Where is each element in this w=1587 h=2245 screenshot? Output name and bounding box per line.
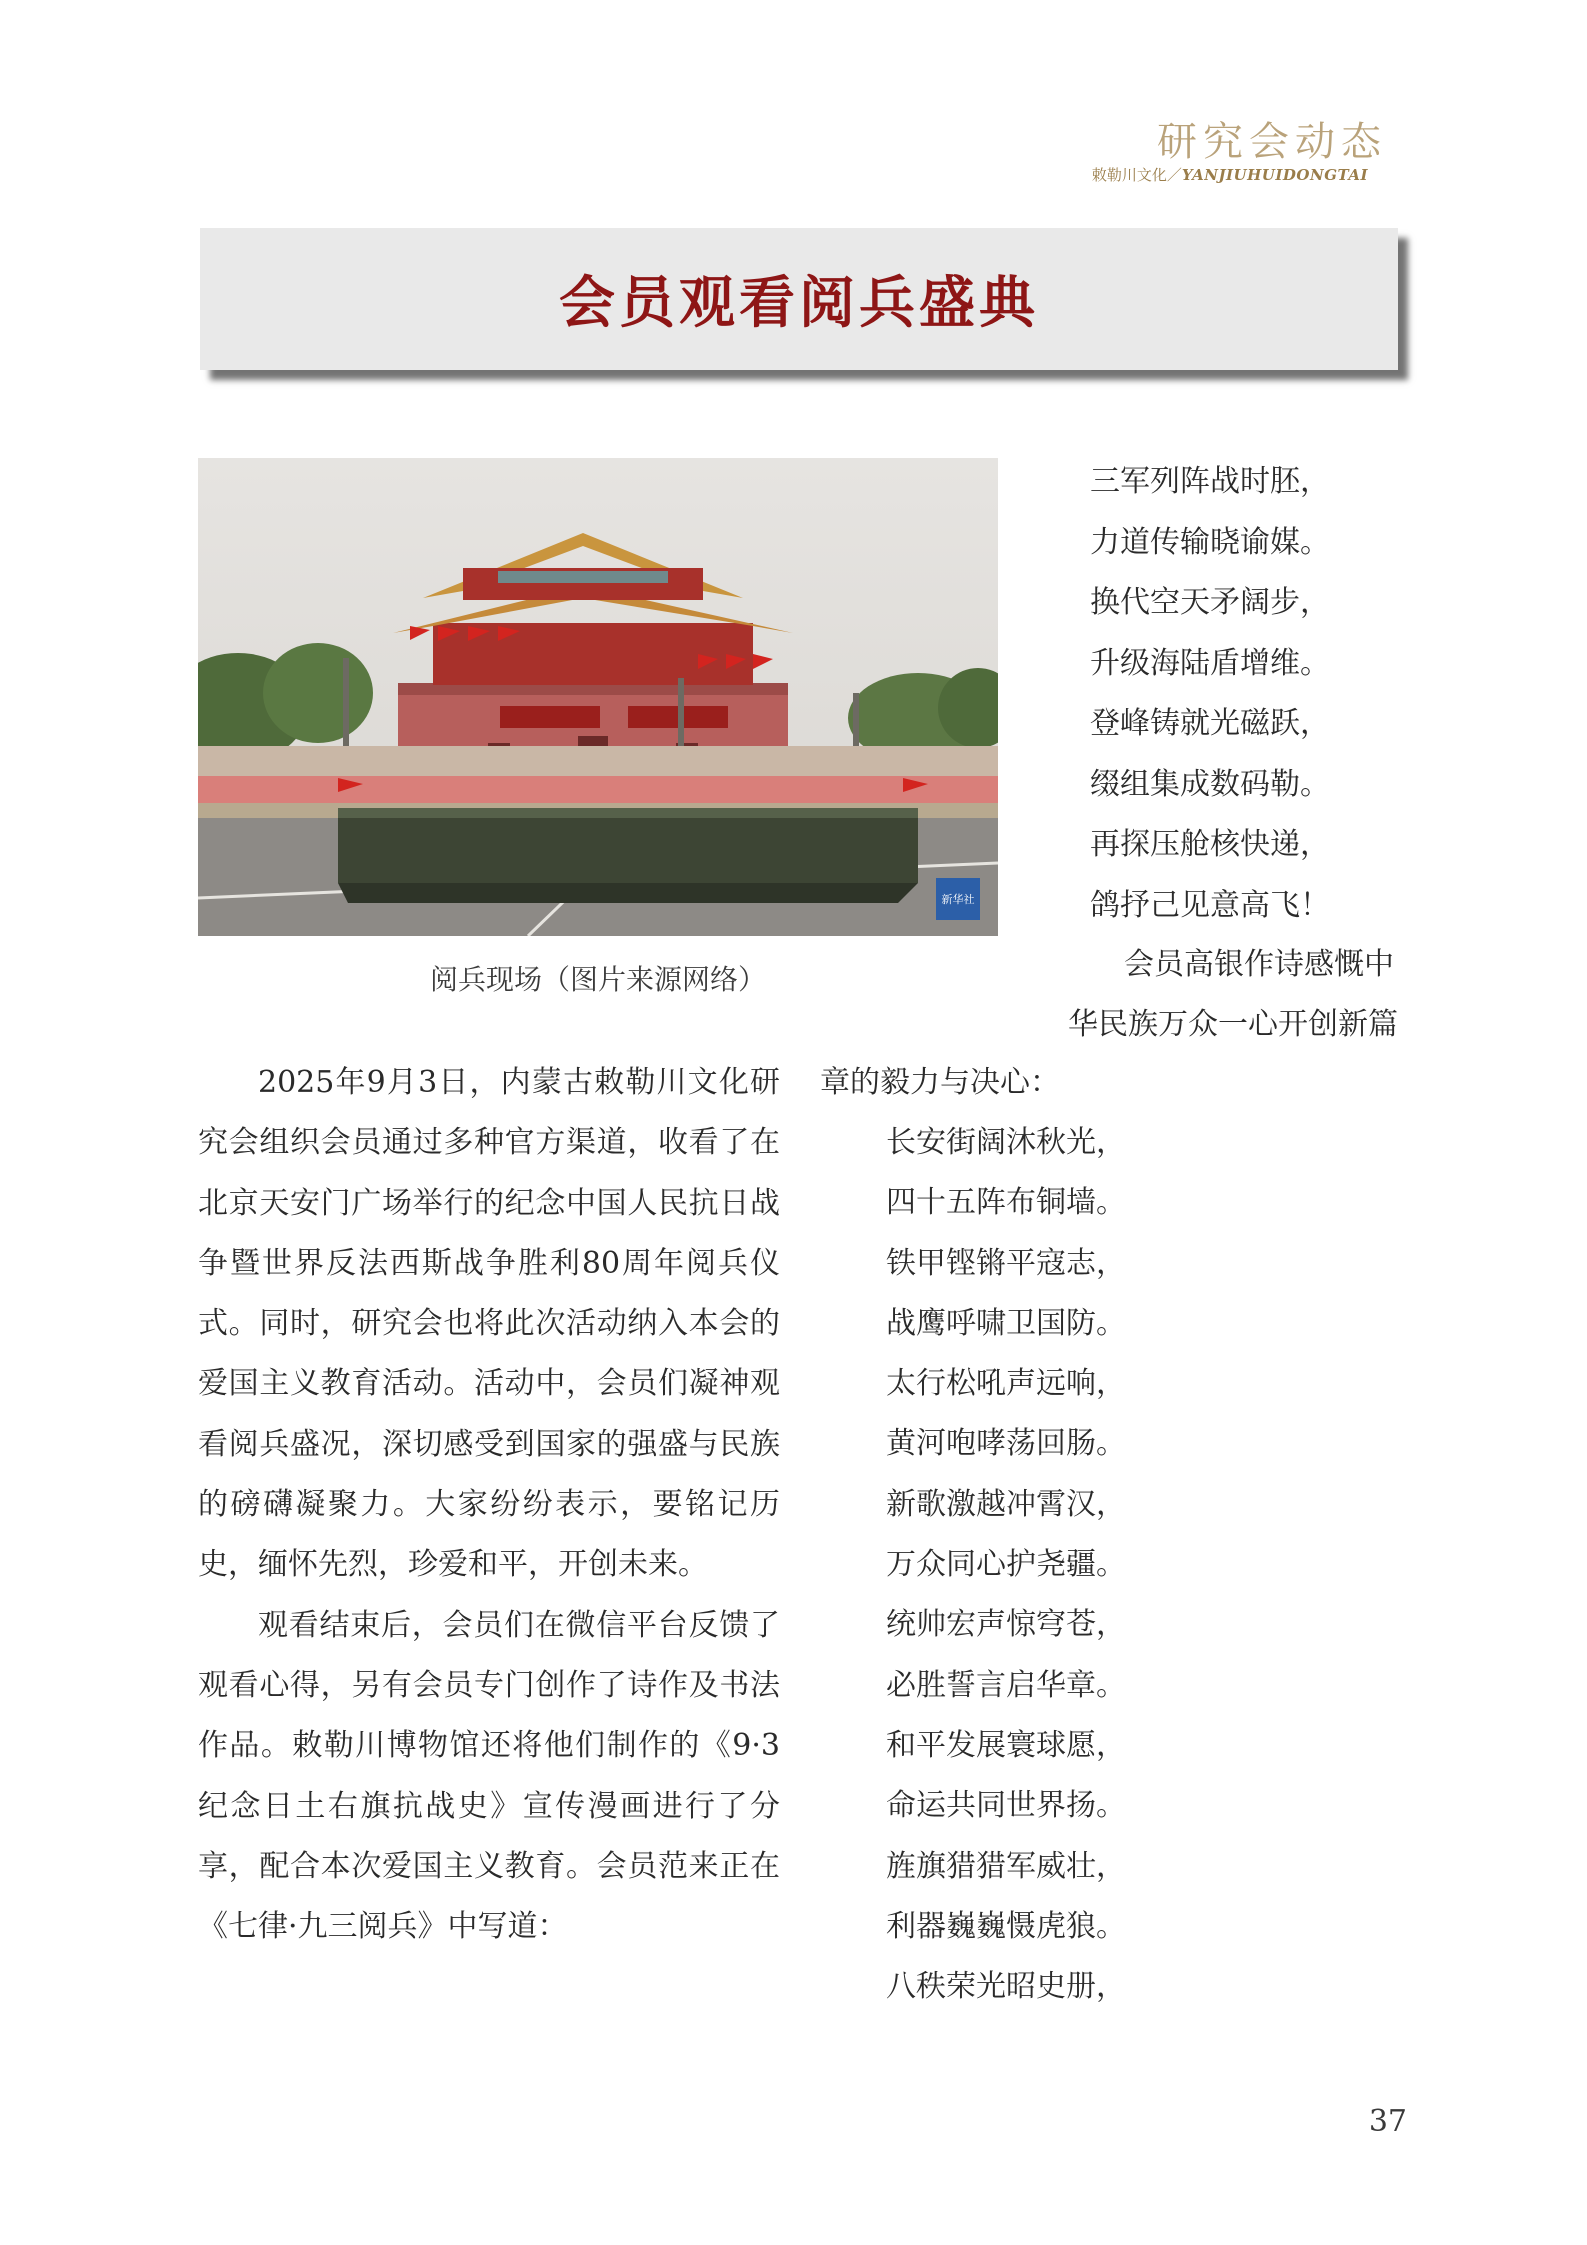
poem-line: 四十五阵布铜墙。 [886, 1185, 1126, 1221]
section-title: 研究会动态 [1157, 119, 1387, 165]
poem-line: 黄河咆哮荡回肠。 [886, 1426, 1126, 1462]
poem-line: 升级海陆盾增维。 [1090, 645, 1330, 681]
poem-line: 八秩荣光昭史册， [886, 1969, 1126, 2005]
poem-line: 战鹰呼啸卫国防。 [886, 1305, 1126, 1341]
article-title: 会员观看阅兵盛典 [559, 271, 1039, 336]
poem-line: 必胜誓言启华章。 [886, 1667, 1126, 1703]
article-body [198, 1053, 780, 1957]
section-subtitle-separator: ／ [1166, 166, 1182, 184]
poem-line: 换代空天矛阔步， [1090, 585, 1330, 620]
poem-line: 新歌激越冲霄汉， [886, 1486, 1126, 1522]
poem-line: 铁甲铿锵平寇志， [886, 1245, 1126, 1281]
poem-line: 利器巍巍慑虎狼。 [886, 1908, 1126, 1944]
poem-intro [1033, 935, 1398, 1055]
poem-line: 命运共同世界扬。 [886, 1788, 1126, 1824]
poem-line: 力道传输晓谕媒。 [1090, 524, 1330, 560]
photo-caption: 阅兵现场（图片来源网络） [429, 963, 766, 996]
poem-fan-laizheng [886, 1113, 1126, 2017]
page-number: 37 [1368, 2104, 1407, 2139]
poem-line: 缀组集成数码勒。 [1090, 766, 1330, 802]
poem-line: 统帅宏声惊穹苍， [886, 1607, 1126, 1643]
body-paragraph: 2025年9月3日，内蒙古敕勒川文化研究会组织会员通过多种官方渠道，收看了在北京天安门广场举行的纪念中国人民抗日战争暨世界反法西斯战争胜利80周年阅兵仪式。同时，研究会也将此次活动纳入本会的爱国主义教育活动。活动中，会员们凝神观看阅兵盛况，深切感受到国家的强盛与民族的磅礴凝聚力。大家纷纷表示，要铭记历史，缅怀先烈，珍爱和平，开创未来。 [198, 1065, 780, 1583]
poem-line: 三军列阵战时胚， [1090, 464, 1330, 499]
body-paragraph: 观看结束后，会员们在微信平台反馈了观看心得，另有会员专门创作了诗作及书法作品。敕勒川博物馆还将他们制作的《9·3纪念日土右旗抗战史》宣传漫画进行了分享，配合本次爱国主义教育。会员范来正在《七律·九三阅兵》中写道： [198, 1607, 780, 1945]
section-subtitle-en: YANJIUHUIDONGTAI [1181, 166, 1368, 184]
poem-line: 万众同心护尧疆。 [886, 1547, 1126, 1583]
poem-line: 鸽抒己见意高飞！ [1090, 887, 1330, 923]
poem-line: 和平发展寰球愿， [886, 1727, 1126, 1763]
poem-intro-line: 华民族万众一心开创新篇 [1068, 1007, 1398, 1042]
section-subtitle [1092, 164, 1368, 185]
poem-intro-line: 会员高银作诗感慨中 [1124, 947, 1394, 982]
poem-gao-yin [1090, 452, 1330, 936]
poem-line: 旌旗猎猎军威壮， [886, 1848, 1126, 1884]
poem-line: 再探压舱核快递， [1090, 827, 1330, 862]
photo-watermark: 新华社 [941, 893, 975, 906]
poem-intro-line: 章的毅力与决心： [820, 1065, 1060, 1100]
poem-line: 太行松吼声远响， [886, 1366, 1126, 1402]
parade-photo [198, 458, 998, 936]
poem-line: 长安街阔沐秋光， [886, 1125, 1126, 1160]
article-title-banner [200, 228, 1398, 370]
section-subtitle-cn: 敕勒川文化 [1091, 166, 1167, 184]
poem-line: 登峰铸就光磁跃， [1090, 706, 1330, 741]
